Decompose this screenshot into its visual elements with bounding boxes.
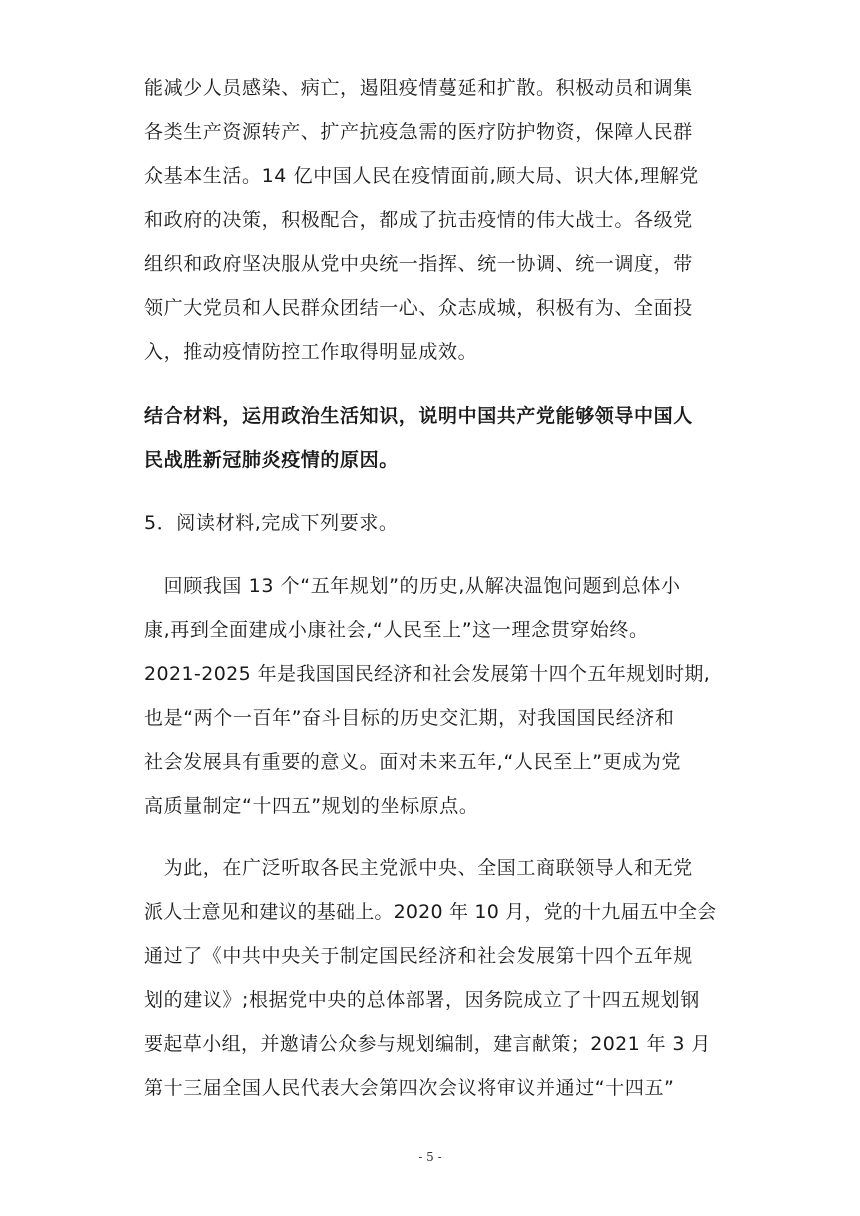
question-header [144, 501, 716, 545]
text-line: 为此，在广泛听取各民主党派中央、全国工商联领导人和无党 [144, 857, 693, 879]
text-line: 社会发展具有重要的意义。面对未来五年,“人民至上”更成为党 [144, 751, 682, 773]
page-number: - 5 - [418, 1150, 442, 1164]
text-line: 结合材料，运用政治生活知识，说明中国共产党能够领导中国人 [144, 405, 693, 427]
material-paragraph [144, 564, 716, 828]
text-line: 众基本生活。14 亿中国人民在疫情面前,顾大局、识大体,理解党 [144, 165, 699, 187]
text-line: 能减少人员感染、病亡，遏阻疫情蔓延和扩散。积极动员和调集 [144, 77, 693, 99]
text-line: 划的建议》;根据党中央的总体部署，因务院成立了十四五规划钢 [144, 989, 700, 1011]
text-line: 高质量制定“十四五”规划的坐标原点。 [144, 795, 479, 817]
text-line: 2021-2025 年是我国国民经济和社会发展第十四个五年规划时期, [144, 663, 711, 685]
text-line: 派人士意见和建议的基础上。2020 年 10 月，党的十九届五中全会 [144, 901, 717, 923]
text-line: 领广大党员和人民群众团结一心、众志成城，积极有为、全面投 [144, 297, 693, 319]
material-paragraph [144, 66, 716, 374]
text-line: 5．阅读材料,完成下列要求。 [144, 512, 399, 534]
question-prompt [144, 394, 716, 482]
material-paragraph [144, 846, 716, 1110]
text-line: 第十三届全国人民代表大会第四次会议将审议并通过“十四五” [144, 1077, 675, 1099]
text-line: 组织和政府坚决服从党中央统一指挥、统一协调、统一调度，带 [144, 253, 693, 275]
text-line: 康,再到全面建成小康社会,“人民至上”这一理念贯穿始终。 [144, 619, 649, 641]
text-line: 民战胜新冠肺炎疫情的原因。 [144, 449, 399, 471]
text-line: 和政府的决策，积极配合，都成了抗击疫情的伟大战士。各级党 [144, 209, 693, 231]
text-line: 入，推动疫情防控工作取得明显成效。 [144, 341, 478, 363]
text-line: 也是“两个一百年”奋斗目标的历史交汇期，对我国国民经济和 [144, 707, 675, 729]
text-line: 要起草小组，并邀请公众参与规划编制，建言献策；2021 年 3 月 [144, 1033, 711, 1055]
text-line: 回顾我国 13 个“五年规划”的历史,从解决温饱问题到总体小 [144, 575, 681, 597]
text-line: 通过了《中共中央关于制定国民经济和社会发展第十四个五年规 [144, 945, 693, 967]
text-line: 各类生产资源转产、扩产抗疫急需的医疗防护物资，保障人民群 [144, 121, 693, 143]
